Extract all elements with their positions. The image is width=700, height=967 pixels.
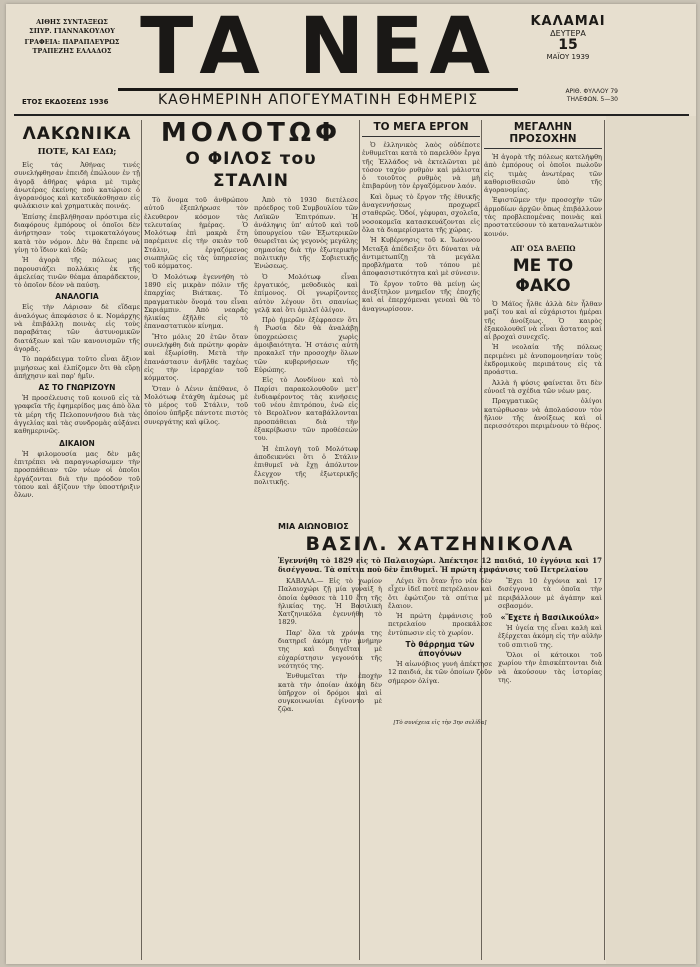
- article-paragraph: Ὁ Μολότωφ ἐγεννήθη τὸ 1890 εἰς μικρὰν πόλιν τῆς ἐπαρχίας Βιάτκας. Τὸ πραγματικὸν ὄνομά του εἶναι Σκριάμπιν. Ἀπὸ νεαρᾶς ἡλικίας ἐξῆλθε εἰς τὸ ἐπαναστατικὸν κίνημα.: [144, 272, 248, 331]
- article-paragraph: Πρὸ ἡμερῶν ἐξέφρασεν ὅτι ἡ Ρωσία δὲν θὰ ἀναλάβῃ ὑποχρεώσεις χωρὶς ἀμοιβαιότητα. Ἡ στάσις αὐτὴ προκαλεῖ τὴν προσοχὴν ὅλων τῶν κυβερνήσεων τῆς Εὐρώπης.: [254, 316, 358, 374]
- section-subhead: ΑΝΑΛΟΓΙΑ: [55, 292, 99, 302]
- publisher-line: ΣΠΥΡ. ΓΙΑΝΝΑΚΟΥΛΟΥ: [29, 26, 115, 35]
- page-margin: [606, 116, 696, 964]
- hatzinikola-text-col: [388, 577, 492, 716]
- article-paragraph: Εἰς τὸ Λονδίνον καὶ τὸ Παρίσι παρακολουθοῦν μετ' ἐνδιαφέροντος τὰς κινήσεις τοῦ νέου ἐπιτρόπου, ἐνῶ εἰς τὸ Βερολῖνον καταβάλλονται προσπάθειαι διὰ τὴν ἐξακρίβωσιν τῶν προθέσεών του.: [254, 376, 358, 443]
- mega-ergon-article: [362, 118, 480, 518]
- month-year: ΜΑΪΟΥ 1939: [546, 53, 590, 61]
- publisher-line: ΑΙΘΗΣ ΣΥΝΤΑΞΕΩΣ: [36, 18, 108, 26]
- issue-info: [518, 88, 618, 104]
- hatzinikola-text-col: [498, 577, 602, 716]
- section-subhead: «Ἔχετε ἡ Βασιλικούλα»: [500, 613, 600, 623]
- column-kicker: ΑΠ' ΟΣΑ ΒΛΕΠΩ: [510, 243, 576, 253]
- article-paragraph: Καὶ ὅμως τὸ ἔργον τῆς ἐθνικῆς ἀναγεννήσεως προχωρεῖ σταθερῶς. Ὁδοί, γέφυραι, σχολεῖα, νοσοκομεῖα κατασκευάζονται εἰς ὅλα τὰ διαμερίσματα τῆς χώρας.: [362, 192, 480, 234]
- hatzinikola-lead: Ἐγεννήθη τὸ 1829 εἰς τὸ Παλαιοχώρι. Ἀπέκτησε 12 παιδιά, 10 ἐγγόνια καὶ 17 δισέγγονα. Τὰ σπίτια ποὺ δὲν ἔπιθυμεῖ. Ἡ πρώτη ἐμφάνισις τοῦ Πετρελαίου: [278, 556, 602, 574]
- article-paragraph: Ἡ προσέλευσις τοῦ κοινοῦ εἰς τὰ γραφεῖα τῆς ἐφημερίδος μας ἀπὸ ὅλα τὰ μέρη τῆς Πελοποννήσου διὰ τὰς ἀγγελίας καὶ τὰς συνδρομὰς αὐξάνει καθημερινῶς.: [14, 394, 140, 436]
- molotov-text-col: [254, 196, 358, 488]
- section-subhead: Τὸ θάρρημα τῶν ἀπογόνων: [405, 640, 475, 659]
- article-paragraph: Εἰς τὴν Λάρισαν δὲ εἴδαμε ἀναλόγως ἀπεφάσισε ὁ κ. Νομάρχης νὰ ἐπιβάλλῃ ποινὰς εἰς τοὺς παραβάτας τῶν ἀστυνομικῶν διατάξεων καὶ τῶν κανονισμῶν τῆς ἀγορᾶς.: [14, 303, 140, 353]
- article-paragraph: Τὸ ἔργον τοῦτο θὰ μείνῃ ὡς ἀνεξίτηλον μνημεῖον τῆς ἐποχῆς καὶ αἱ ἐπερχόμεναι γενεαὶ θὰ τὸ ἀναγνωρίσουν.: [362, 279, 480, 313]
- article-paragraph: ΚΑΒΑΛΑ.— Εἰς τὸ χωρίον Παλαιοχώρι ζῇ μία γυναὶξ ἡ ὁποία ἐφθασε τὰ 110 ἔτη τῆς ἡλικίας της. Ἡ Βασιλικὴ Χατζηνικόλα ἐγεννήθη τὸ 1829.: [278, 577, 382, 627]
- article-paragraph: Ἡ Κυβέρνησις τοῦ κ. Ἰωάννου Μεταξᾶ ἀπέδειξεν ὅτι δύναται νὰ ἀντιμετωπίζῃ τὰ μεγάλα προβλήματα τοῦ τόπου μὲ ἀποφασιστικότητα καὶ μὲ σύνεσιν.: [362, 236, 480, 278]
- section-subhead: ΔΙΚΑΙΟΝ: [59, 438, 95, 448]
- column-divider: [141, 120, 142, 960]
- molotov-subheading: Ο ΦΙΛΟΣ του ΣΤΑΛΙΝ: [185, 149, 317, 191]
- article-paragraph: Ἀπὸ τὸ 1930 διετέλεσε πρόεδρος τοῦ Συμβουλίου τῶν Λαϊκῶν Ἐπιτρόπων. Ἡ ἀνάληψις ὑπ' αὐτοῦ καὶ τοῦ ὑπουργείου τῶν Ἐξωτερικῶν θεωρεῖται ὡς γεγονὸς μεγάλης σημασίας διὰ τὴν ἐξωτερικὴν πολιτικὴν τῆς Σοβιετικῆς Ἑνώσεως.: [254, 196, 358, 271]
- article-paragraph: Ἡ ἀγορὰ τῆς πόλεως κατελήφθη ἀπὸ ἐμπόρους οἱ ὁποῖοι πωλοῦν εἰς τιμὰς ἀνωτέρας τῶν καθορισθεισῶν ὑπὸ τῆς ἀγορανομίας.: [484, 153, 602, 195]
- continuation-note: [Τὸ συνέχεια εἰς τὴν 3ην σελίδα]: [393, 719, 487, 726]
- city-name: ΚΑΛΑΜΑΙ: [530, 14, 606, 29]
- article-paragraph: Παρ' ὅλα τὰ χρόνια της διατηρεῖ ἀκόμη τὴν μνήμην της καὶ διηγεῖται μὲ εὐχαρίστησιν γεγονότα τῆς νεότητός της.: [278, 628, 382, 670]
- article-paragraph: Τὸ ὄνομα τοῦ ἀνθρώπου αὐτοῦ ἐξεπλήρωσε τὸν ἐλευθερον κόσμον τὰς τελευταίας ἡμέρας. Ὁ Μολότωφ ἐπὶ μακρὰ ἔτη παρέμεινε εἰς τὴν σκιὰν τοῦ Στάλιν, ἐργαζόμενος σιωπηλῶς εἰς τὰς ὑπηρεσίας τοῦ κόμματος.: [144, 196, 248, 271]
- masthead: [6, 4, 696, 116]
- hatzinikola-text-columns: [278, 577, 602, 716]
- article-paragraph: Ὅταν ὁ Λένιν ἀπέθανε, ὁ Μολότωφ ἐτάχθη ἀμέσως μὲ τὸ μέρος τοῦ Στάλιν, τοῦ ὁποίου ὑπῆρξε πάντοτε πιστὸς συνεργάτης καὶ φίλος.: [144, 384, 248, 426]
- megali-prosochi-heading: ΜΕΓΑΛΗΝ ΠΡΟΣΟΧΗΝ: [484, 118, 602, 149]
- article-paragraph: Ἡ αἰωνόβιος γυνὴ ἀπέκτησε 12 παιδιά, ἐκ τῶν ὁποίων ζοῦν σήμερον ὀλίγα.: [388, 660, 492, 685]
- article-paragraph: Ἡ πρώτη ἐμφάνισις τοῦ πετρελαίου προεκάλεσε ἐντύπωσιν εἰς τὸ χωρίον.: [388, 612, 492, 637]
- year-of-publication: ΕΤΟΣ ΕΚΔΟΣΕΩΣ 1936: [22, 98, 109, 106]
- article-paragraph: Ἡ ἐπιλογὴ τοῦ Μολότωφ ἀποδεικνύει ὅτι ὁ Στάλιν ἐπιθυμεῖ νὰ ἔχῃ ἀπόλυτον ἔλεγχον τῆς ἐξωτερικῆς πολιτικῆς.: [254, 444, 358, 486]
- article-paragraph: Πραγματικῶς ὀλίγοι κατώρθωσαν νὰ ἀπολαύσουν τὸν ἥλιον τῆς ἀνοίξεως καὶ οἱ περισσότεροι περιμένουν τὸ θέρος.: [484, 397, 602, 431]
- column-divider: [604, 120, 605, 960]
- lakonika-heading: ΛΑΚΩΝΙΚΑ: [22, 124, 132, 144]
- article-paragraph: Ἡ ὑγεία της εἶναι καλὴ καὶ ἐξέρχεται ἀκόμη εἰς τὴν αὐλὴν τοῦ σπιτιοῦ της.: [498, 624, 602, 649]
- molotov-text-col: [144, 196, 248, 488]
- publisher-line: ΤΡΑΠΕΖΗΣ ΕΛΛΑΔΟΣ: [32, 46, 112, 55]
- hatzinikola-heading: ΒΑΣΙΛ. ΧΑΤΖΗΝΙΚΟΛΑ: [305, 533, 575, 555]
- lakonika-subheading: ΠΟΤΕ, ΚΑΙ ΕΔΩ;: [37, 147, 117, 157]
- date-number: 15: [558, 37, 578, 53]
- article-paragraph: Ἡ νεολαία τῆς πόλεως περιμένει μὲ ἀνυπομονησίαν τοὺς ἐκδρομικοὺς περιπάτους εἰς τὰ προάστια.: [484, 343, 602, 377]
- article-paragraph: Τὸ παράδειγμα τοῦτο εἶναι ἄξιον μιμήσεως καὶ ἐλπίζομεν ὅτι θὰ εὕρῃ ἀπήχησιν καὶ παρ' ἡμῖν.: [14, 355, 140, 380]
- me-to-fako-heading: ΜΕ ΤΟ ΦΑΚΟ: [512, 255, 574, 296]
- article-paragraph: Λέγει ὅτι ὅταν ἦτο νέα δὲν εἶχεν ἰδεῖ ποτὲ πετρέλαιον καὶ ὅτι ἐφώτιζον τὰ σπίτια μὲ ἔλαιον.: [388, 577, 492, 610]
- molotov-text-columns: [144, 196, 358, 488]
- hatzinikola-article: [278, 522, 602, 726]
- weekday: ΔΕΥΤΕΡΑ: [550, 29, 586, 38]
- article-paragraph: Ἐπίσης ἐπεβλήθησαν πρόστιμα εἰς διαφόρους ἐμπόρους οἱ ὁποῖοι δὲν ἀνήρτησαν τοὺς τιμοκαταλόγους κατὰ τὸν νόμον. Δὲν θὰ ἔπρεπε νὰ γίνῃ τὸ ἴδιον καὶ ἐδῶ;: [14, 212, 140, 254]
- newspaper-title: ΤΑ ΝΕΑ: [140, 4, 496, 92]
- masthead-rule: [118, 88, 518, 91]
- article-paragraph: Ἐνθυμεῖται τὴν ἐποχὴν κατὰ τὴν ὁποίαν ἀκόμη δὲν ὑπῆρχον οἱ δρόμοι καὶ αἱ συγκοινωνίαι ἐγίνοντο μὲ ζῷα.: [278, 672, 382, 714]
- article-paragraph: Ὅλοι οἱ κάτοικοι τοῦ χωρίου τὴν ἐπισκέπτονται διὰ νὰ ἀκούσουν τὰς ἱστορίας της.: [498, 651, 602, 684]
- article-paragraph: Ὁ Μάϊος ἦλθε ἀλλὰ δὲν ἦλθαν μαζί του καὶ αἱ εὐχάριστοι ἡμέραι τῆς ἀνοίξεως. Ὁ καιρὸς ἐξακολουθεῖ νὰ εἶναι ἄστατος καὶ αἱ βροχαὶ συνεχεῖς.: [484, 299, 602, 342]
- masthead-divider: [14, 114, 689, 116]
- issue-number: ΑΡΙΘ. ΦΥΛΛΟΥ 79: [565, 88, 618, 95]
- hatzinikola-kicker: ΜΙΑ ΑΙΩΝΟΒΙΟΣ: [278, 522, 349, 531]
- newspaper-page: [6, 4, 696, 964]
- newspaper-subtitle: ΚΑΘΗΜΕΡΙΝΗ ΑΠΟΓΕΥΜΑΤΙΝΗ ΕΦΗΜΕΡΙΣ: [157, 92, 479, 108]
- article-paragraph: Ἡ φιλομουσία μας δὲν μᾶς ἐπιτρέπει νὰ παραγνωρίσωμεν τὴν προσπάθειαν τῶν νέων οἱ ὁποῖοι ἐργάζονται διὰ τὴν πρόοδον τοῦ τόπου καὶ ἀξίζουν τὴν ὑποστήριξιν ὅλων.: [14, 449, 140, 500]
- article-paragraph: Ὁ ἑλληνικὸς λαὸς οὐδέποτε ἐνθυμεῖται κατὰ τὸ παρελθὸν ἔργα τῆς Ἑλλάδος νὰ ἐκτελῶνται μὲ τόσον ταχὺν ρυθμὸν καὶ μάλιστα ὁ τοιοῦτος ρυθμὸς νὰ μὴ ἐπιβαρύνῃ τὸν ἐργαζόμενον λαόν.: [362, 141, 480, 191]
- article-paragraph: Ὁ Μολότωφ εἶναι ἐργατικός, μεθοδικὸς καὶ ἐπίμονος. Οἱ γνωρίζοντες αὐτὸν λέγουν ὅτι σπανίως γελᾷ καὶ ὅτι ὁμιλεῖ ὀλίγον.: [254, 272, 358, 314]
- article-paragraph: Ἀλλὰ ἡ φύσις φαίνεται ὅτι δὲν εὐνοεῖ τὰ σχέδια τῶν νέων μας.: [484, 378, 602, 395]
- mega-ergon-heading: ΤΟ ΜΕΓΑ ΕΡΓΟΝ: [362, 118, 480, 137]
- phone-number: ΤΗΛΕΦΩΝ. 5—30: [566, 96, 618, 103]
- masthead-publisher-info: [22, 18, 122, 55]
- molotov-heading: ΜΟΛΟΤΩΦ: [160, 118, 342, 148]
- lakonika-column: [14, 118, 140, 964]
- hatzinikola-text-col: [278, 577, 382, 716]
- article-paragraph: Εἰς τάς Ἀθήνας τινές συνελήφθησαν ἐπειδὴ ἐπώλουν ἐν τῇ ἀγορᾷ ἀθήρας ψάρια μὲ τιμὰς ἀνωτέρας ἐκείνης ποὺ κατώρισε ὁ ἀγορανόμος καὶ κατεδικάσθησαν εἰς φυλάκισιν καὶ χρηματικὰς ποινάς.: [14, 161, 140, 211]
- article-paragraph: Ἐφιστῶμεν τὴν προσοχὴν τῶν ἁρμοδίων ἀρχῶν ὅπως ἐπιβάλλουν τὰς προβλεπομένας ποινὰς καὶ προστατεύσουν τὸ καταναλωτικὸν κοινόν.: [484, 196, 602, 238]
- article-paragraph: Ἔχει 10 ἐγγόνια καὶ 17 δισέγγονα τὰ ὁποῖα τὴν περιβάλλουν μὲ ἀγάπην καὶ σεβασμόν.: [498, 577, 602, 610]
- masthead-date-block: [518, 14, 618, 61]
- section-subhead: ΑΣ ΤΟ ΓΝΩΡΙΖΟΥΝ: [38, 383, 116, 393]
- article-paragraph: Ἡ ἀγορὰ τῆς πόλεως μας παρουσιάζει πολλάκις ἐκ τῆς ἀμελείας τινῶν θέαμα ἀπαράδεκτον, τὸ ὁποῖον δέον νὰ παύσῃ.: [14, 256, 140, 290]
- article-paragraph: Ἤτο μόλις 20 ἐτῶν ὅταν συνελήφθη διὰ πρώτην φορὰν καὶ ἐξωρίσθη. Μετὰ τὴν ἐπανάστασιν ἀνῆλθε ταχέως εἰς τὴν ἱεραρχίαν τοῦ κόμματος.: [144, 332, 248, 383]
- publisher-line: ΓΡΑΦΕΙΑ: ΠΑΡΑΠΛΕΥΡΩΣ: [24, 38, 120, 46]
